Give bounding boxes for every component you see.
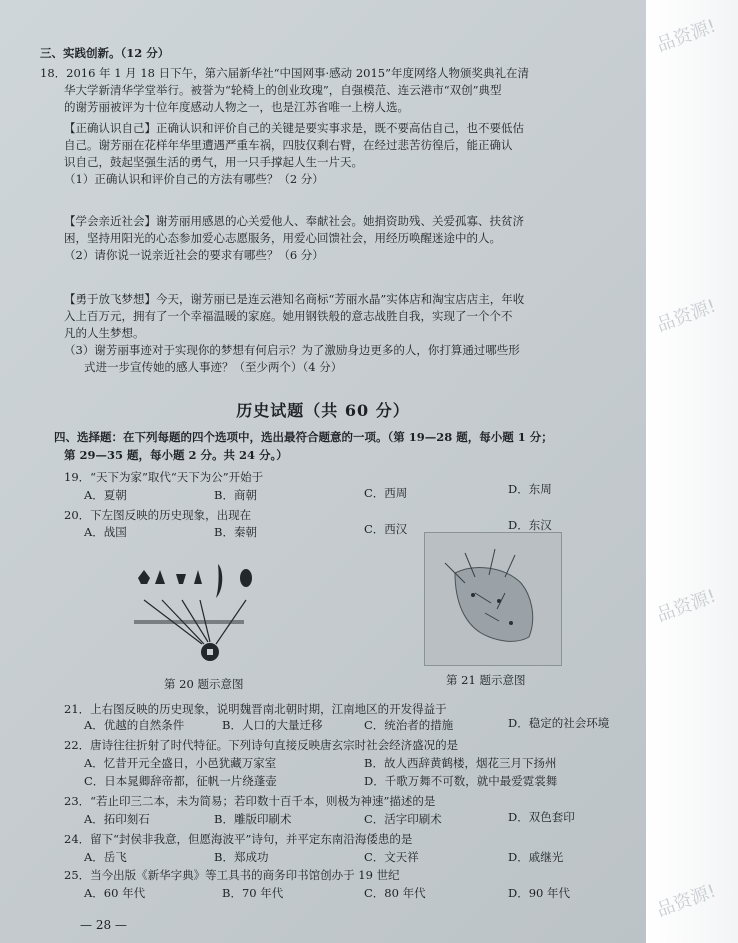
section-header: 三、实践创新。（12 分）	[40, 46, 170, 60]
q18-line: 【学会亲近社会】谢芳丽用感恩的心关爱他人、奉献社会。她捐资助残、关爱孤寡、扶贫济	[64, 214, 524, 228]
option-d: D．千歌万舞不可数，就中最爱霓裳舞	[364, 774, 558, 788]
history-title: 历史试题（共 60 分）	[236, 401, 410, 420]
option-b: B．70 年代	[222, 886, 284, 900]
option-b: B．秦朝	[214, 525, 257, 539]
option-a: A．岳飞	[84, 850, 127, 864]
watermark: 品资源!	[654, 585, 719, 627]
q18-subquestion: （2）请你说一说亲近社会的要求有哪些？（6 分）	[64, 248, 324, 262]
option-d: D．东汉	[508, 518, 552, 532]
q18-line: 华大学新清华学堂举行。被誉为“轮椅上的创业玫瑰”，自强模范、连云港市“双创”典型	[64, 83, 502, 97]
fig20-coins-illustration	[130, 560, 290, 670]
q18-line: 困，坚持用阳光的心态参加爱心志愿服务，用爱心回馈社会，用经历唤醒迷途中的人。	[64, 231, 501, 245]
option-b: B．商朝	[214, 488, 257, 502]
option-b: B．人口的大量迁移	[222, 718, 323, 732]
option-c: C．活字印刷术	[364, 812, 442, 826]
option-d: D．90 年代	[508, 886, 571, 900]
option-c: C．80 年代	[364, 886, 426, 900]
section4-header: 四、选择题：在下列每题的四个选项中，选出最符合题意的一项。（第 19—28 题，每小题 1 分；	[54, 430, 553, 444]
migration-map-icon	[425, 533, 561, 665]
option-a: A．优越的自然条件	[84, 718, 185, 732]
q18-subquestion: 式进一步宣传她的感人事迹？（至少两个）（4 分）	[84, 360, 343, 374]
option-b: B．雕版印刷术	[214, 812, 292, 826]
fig21-map	[424, 532, 562, 666]
question-stem: 20．下左图反映的历史现象，出现在	[64, 508, 252, 522]
page-margin	[646, 0, 738, 943]
watermark: 品资源!	[654, 15, 719, 57]
question-stem: 21．上右图反映的历史现象，说明魏晋南北朝时期，江南地区的开发得益于	[64, 702, 447, 716]
option-d: D．双色套印	[508, 810, 575, 824]
page-number: — 28 —	[80, 918, 127, 932]
option-d: D．戚继光	[508, 850, 564, 864]
fig21-caption: 第 21 题示意图	[446, 673, 526, 687]
q18-line: 【勇于放飞梦想】今天，谢芳丽已是连云港知名商标“芳丽水晶”实体店和淘宝店店主，年收	[64, 292, 525, 306]
q18-subquestion: （1）正确认识和评价自己的方法有哪些？（2 分）	[64, 172, 324, 186]
option-a: A．60 年代	[84, 886, 146, 900]
watermark: 品资源!	[654, 880, 719, 922]
option-c: C．西汉	[364, 522, 408, 536]
option-b: B．郑成功	[214, 850, 269, 864]
option-d: D．东周	[508, 482, 552, 496]
q18-line: 识自己，鼓起坚强生活的勇气，用一只手撑起人生一片天。	[64, 155, 363, 169]
q18-line: 入上百万元，拥有了一个幸福温暖的家庭。她用钢铁般的意志战胜自我，实现了一个个不	[64, 309, 513, 323]
option-c: C．日本晁卿辞帝都，征帆一片绕蓬壶	[84, 774, 277, 788]
q18-line: 18．2016 年 1 月 18 日下午，第六届新华社“中国网事·感动 2015”年度网络人物颁奖典礼在清	[40, 66, 529, 80]
question-stem: 23．“若止印三二本，未为简易；若印数十百千本，则极为神速”描述的是	[64, 794, 436, 808]
option-c: C．文天祥	[364, 850, 419, 864]
option-a: A．忆昔开元全盛日，小邑犹藏万家室	[84, 756, 277, 770]
option-a: A．夏朝	[84, 488, 127, 502]
option-c: C．统治者的措施	[364, 718, 454, 732]
q18-line: 凡的人生梦想。	[64, 326, 145, 340]
option-b: B．故人西辞黄鹤楼，烟花三月下扬州	[364, 756, 557, 770]
question-stem: 22．唐诗往往折射了时代特征。下列诗句直接反映唐玄宗时社会经济盛况的是	[64, 738, 459, 752]
question-stem: 19．“天下为家”取代“天下为公”开始于	[64, 470, 264, 484]
section4-header: 第 29—35 题，每小题 2 分。共 24 分。）	[64, 448, 288, 462]
option-c: C．西周	[364, 486, 408, 500]
q18-line: 【正确认识自己】正确认识和评价自己的关键是要实事求是，既不要高估自己，也不要低估	[64, 121, 524, 135]
watermark: 品资源!	[654, 295, 719, 337]
option-d: D．稳定的社会环境	[508, 716, 610, 730]
q18-subquestion: （3）谢芳丽事迹对于实现你的梦想有何启示？为了激励身边更多的人，你打算通过哪些形	[64, 343, 520, 357]
q18-line: 自己。谢芳丽在花样年华里遭遇严重车祸，四肢仅剩右臂，在经过悲苦彷徨后，能正确认	[64, 138, 513, 152]
fig20-caption: 第 20 题示意图	[164, 677, 244, 691]
q18-line: 的谢芳丽被评为十位年度感动人物之一，也是江苏省唯一上榜人选。	[64, 100, 409, 114]
question-stem: 24．留下“封侯非我意，但愿海波平”诗句，并平定东南沿海倭患的是	[64, 832, 413, 846]
option-a: A．拓印刻石	[84, 812, 150, 826]
option-a: A．战国	[84, 525, 127, 539]
question-stem: 25．当今出版《新华字典》等工具书的商务印书馆创办于 19 世纪	[64, 868, 400, 882]
